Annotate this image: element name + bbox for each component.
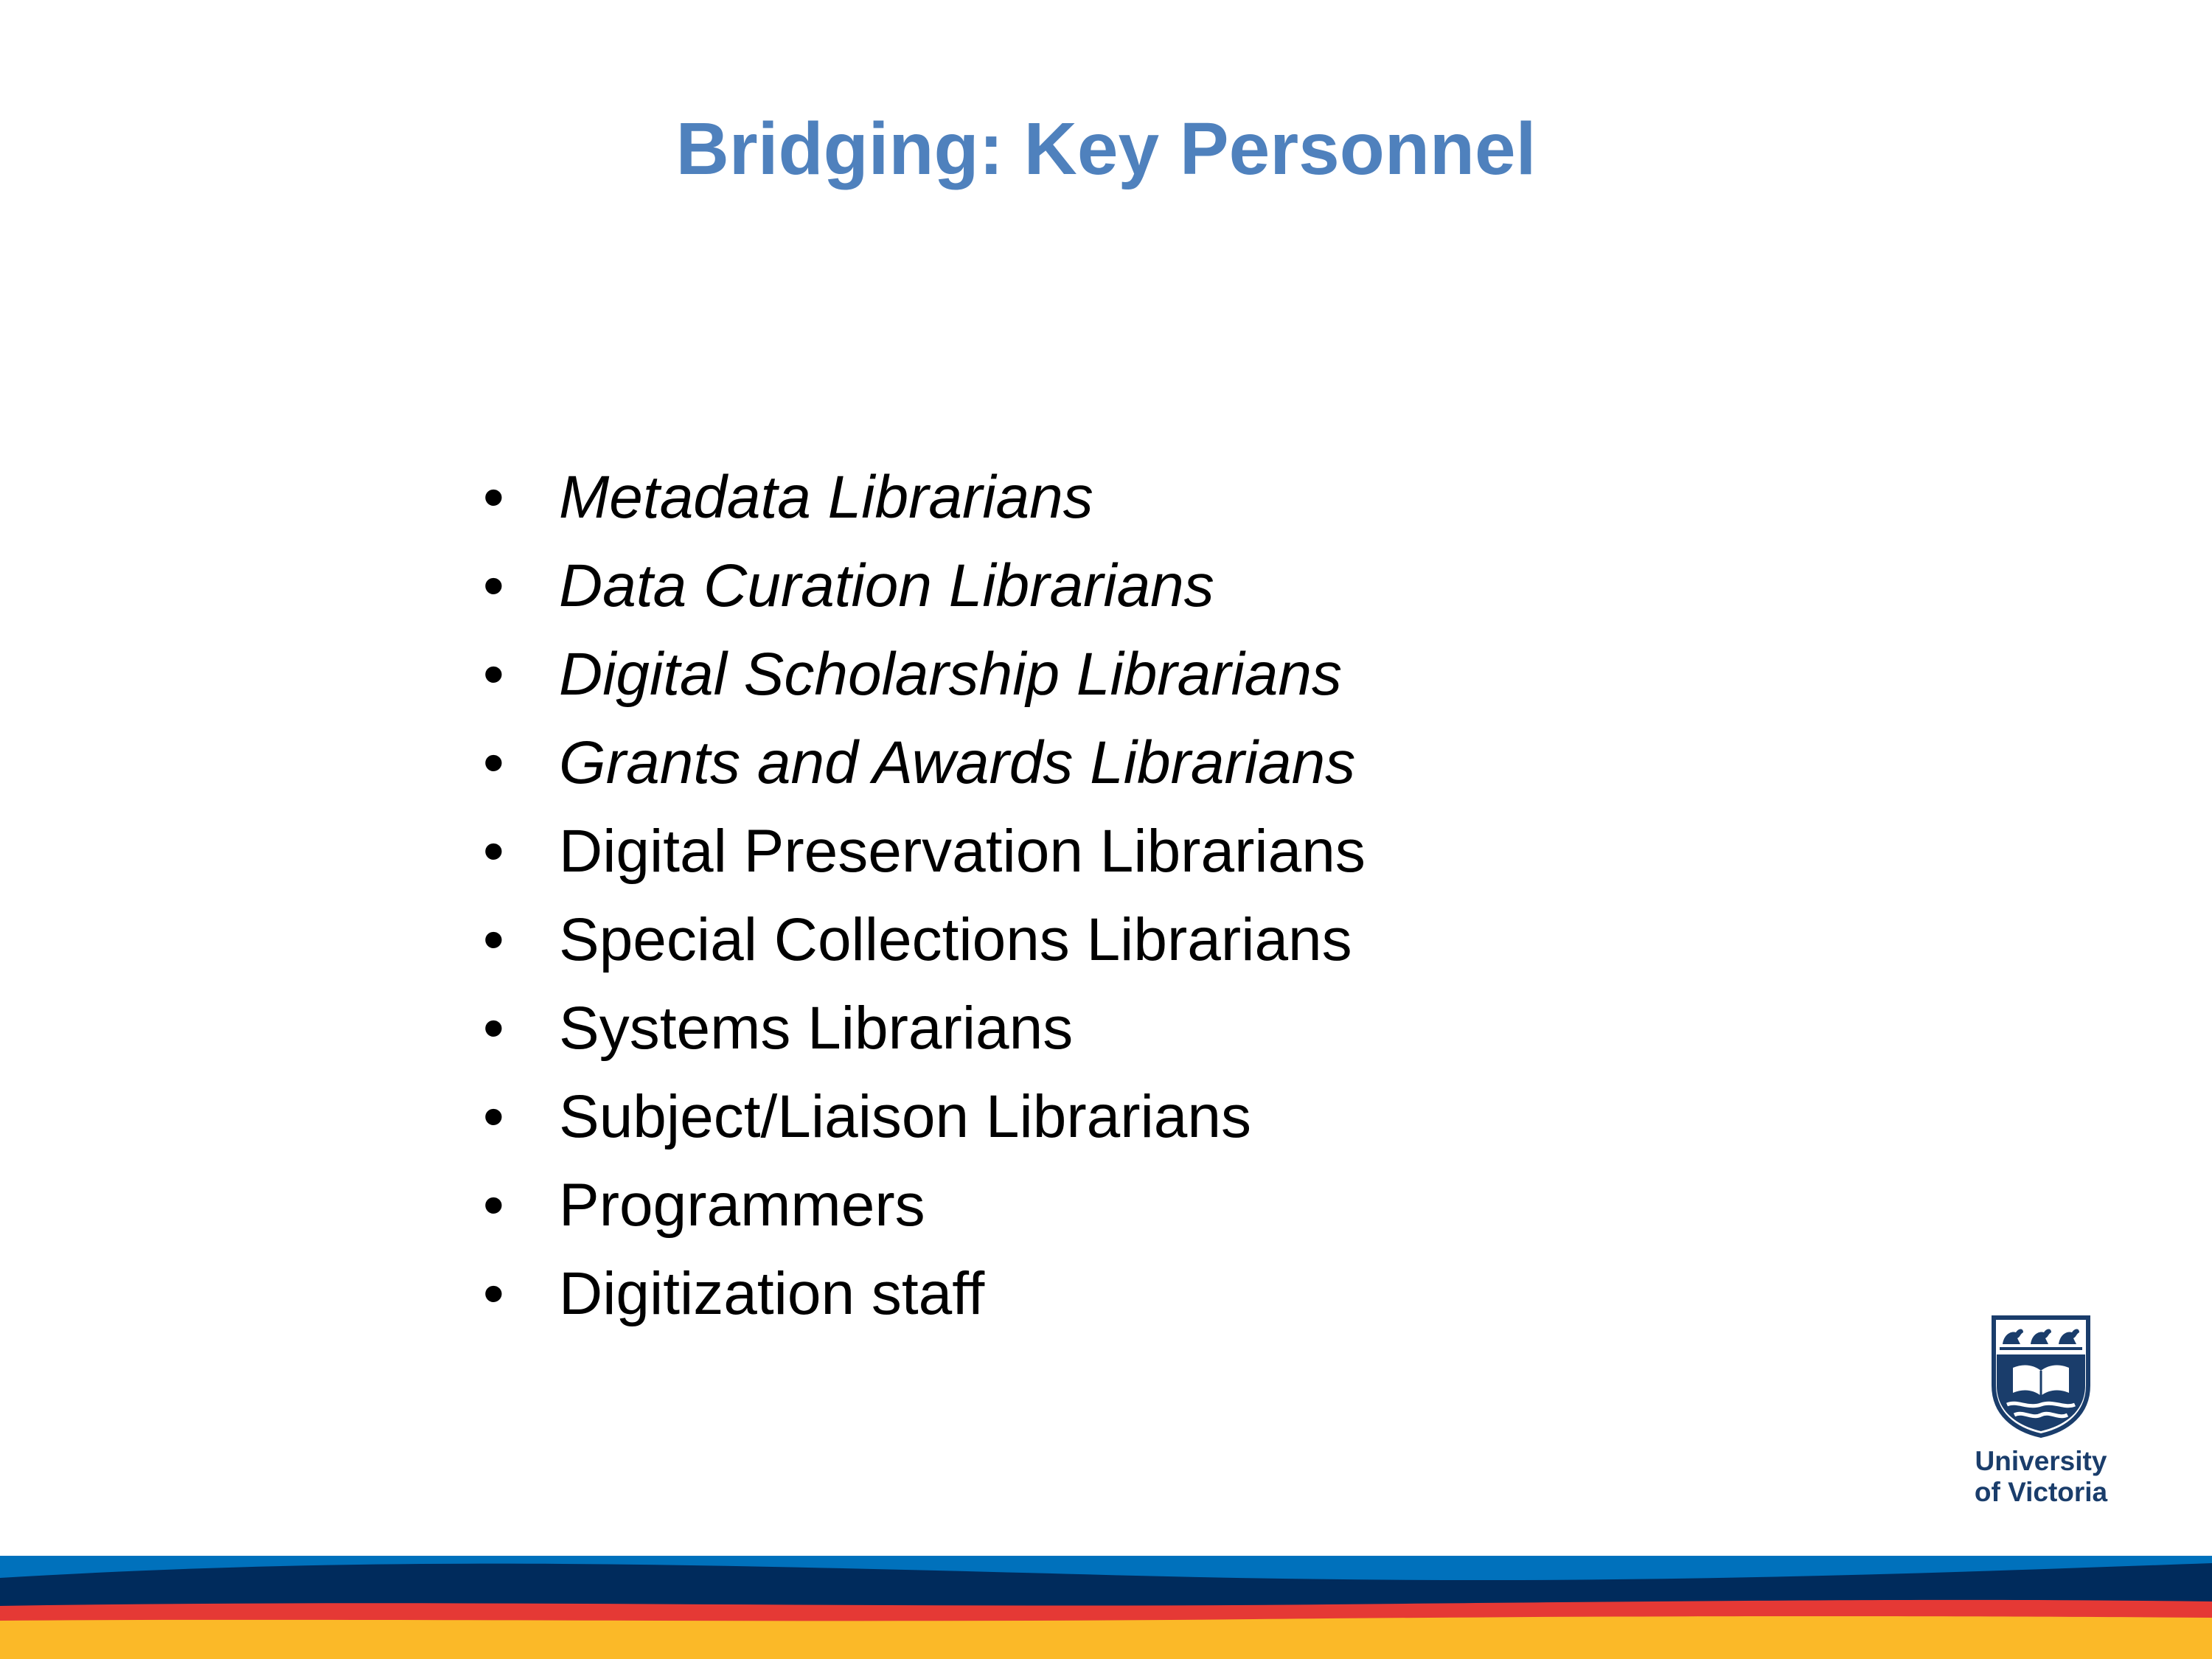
bullet-marker: • xyxy=(483,995,504,1062)
list-item-text: Special Collections Librarians xyxy=(559,906,1352,973)
list-item-text: Digitization staff xyxy=(559,1260,985,1327)
bullet-marker: • xyxy=(483,729,504,796)
decorative-wave-footer xyxy=(0,1541,2212,1659)
logo-line-2: of Victoria xyxy=(1974,1477,2108,1507)
bullet-marker: • xyxy=(483,552,504,619)
university-logo xyxy=(1952,1315,2129,1521)
bullet-marker: • xyxy=(483,641,504,708)
uvic-shield-icon xyxy=(1991,1315,2091,1439)
list-item-text: Digital Scholarship Librarians xyxy=(559,641,1342,708)
list-item-text: Programmers xyxy=(559,1172,925,1239)
bullet-marker: • xyxy=(483,1083,504,1150)
slide-title: Bridging: Key Personnel xyxy=(675,108,1537,190)
logo-wordmark xyxy=(1952,1446,2129,1508)
bullet-marker: • xyxy=(483,464,504,531)
list-item-text: Data Curation Librarians xyxy=(559,552,1214,619)
bullet-marker: • xyxy=(483,1172,504,1239)
list-item-text: Systems Librarians xyxy=(559,995,1074,1062)
list-item-text: Digital Preservation Librarians xyxy=(559,818,1366,885)
bullet-marker: • xyxy=(483,818,504,885)
list-item-text: Metadata Librarians xyxy=(559,464,1093,531)
bullet-marker: • xyxy=(483,1260,504,1327)
bullet-marker: • xyxy=(483,906,504,973)
list-item-text: Grants and Awards Librarians xyxy=(559,729,1356,796)
list-item-text: Subject/Liaison Librarians xyxy=(559,1083,1251,1150)
logo-line-1: University xyxy=(1975,1446,2107,1476)
